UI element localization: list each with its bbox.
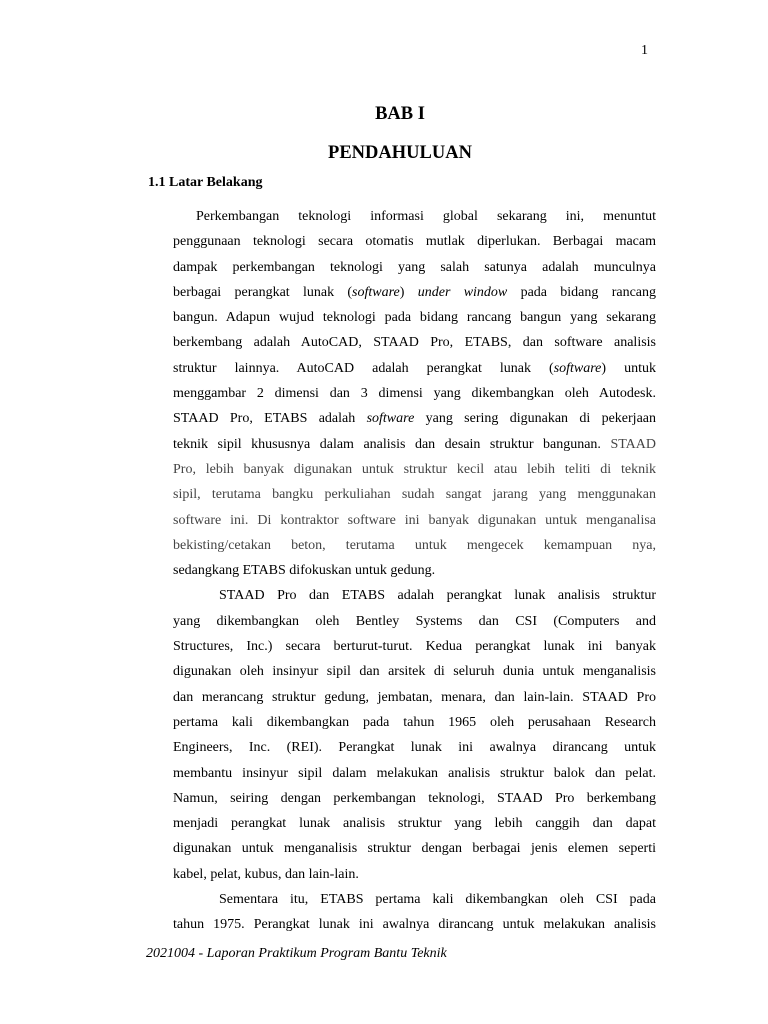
chapter-label: BAB I bbox=[375, 104, 425, 124]
text-line: dan merancang struktur gedung, jembatan, menara, dan lain-lain. STAAD Pro bbox=[173, 689, 656, 705]
text-line: STAAD Pro dan ETABS adalah perangkat lunak analisis struktur bbox=[219, 588, 656, 604]
text-line: Sementara itu, ETABS pertama kali dikembangkan oleh CSI pada bbox=[219, 892, 656, 908]
text-line: Engineers, Inc. (REI). Perangkat lunak ini awalnya dirancang untuk bbox=[173, 740, 656, 756]
text-line: pertama kali dikembangkan pada tahun 1965 oleh perusahaan Research bbox=[173, 714, 656, 730]
text-line: menggambar 2 dimensi dan 3 dimensi yang dikembangkan oleh Autodesk. bbox=[173, 386, 656, 402]
text-line: Structures, Inc.) secara berturut-turut. Kedua perangkat lunak ini banyak bbox=[173, 639, 656, 655]
text-line: struktur lainnya. AutoCAD adalah perangkat lunak (software) untuk bbox=[173, 360, 656, 376]
text-line: yang dikembangkan oleh Bentley Systems dan CSI (Computers and bbox=[173, 613, 656, 629]
text-line: tahun 1975. Perangkat lunak ini awalnya dirancang untuk melakukan analisis bbox=[173, 917, 656, 933]
text-line: sedangkang ETABS difokuskan untuk gedung. bbox=[173, 563, 436, 579]
section-heading: 1.1 Latar Belakang bbox=[148, 175, 263, 190]
text-line: bekisting/cetakan beton, terutama untuk mengecek kemampuan nya, bbox=[173, 537, 656, 553]
page-footer: 2021004 - Laporan Praktikum Program Bantu Teknik bbox=[146, 946, 447, 961]
text-line: digunakan untuk menganalisis struktur dengan berbagai jenis elemen seperti bbox=[173, 841, 656, 857]
text-line: dampak perkembangan teknologi yang salah satunya adalah munculnya bbox=[173, 259, 656, 275]
text-line: teknik sipil khususnya dalam analisis dan desain struktur bangunan. STAAD bbox=[173, 436, 656, 452]
text-line: penggunaan teknologi secara otomatis mutlak diperlukan. Berbagai macam bbox=[173, 234, 656, 250]
paragraph-2 bbox=[173, 583, 656, 887]
text-line: berkembang adalah AutoCAD, STAAD Pro, ETABS, dan software analisis bbox=[173, 335, 656, 351]
text-line: kabel, pelat, kubus, dan lain-lain. bbox=[173, 866, 359, 882]
paragraph-1 bbox=[173, 204, 656, 583]
text-line: sipil, terutama bangku perkuliahan sudah sangat jarang yang menggunakan bbox=[173, 487, 656, 503]
text-line: bangun. Adapun wujud teknologi pada bidang rancang bangun yang sekarang bbox=[173, 310, 656, 326]
body-text bbox=[173, 204, 656, 938]
text-line: software ini. Di kontraktor software ini banyak digunakan untuk menganalisa bbox=[173, 512, 656, 528]
text-line: Perkembangan teknologi informasi global sekarang ini, menuntut bbox=[196, 209, 656, 224]
text-line: Pro, lebih banyak digunakan untuk struktur kecil atau lebih teliti di teknik bbox=[173, 461, 656, 477]
text-line: STAAD Pro, ETABS adalah software yang sering digunakan di pekerjaan bbox=[173, 411, 656, 427]
page-number: 1 bbox=[641, 43, 648, 58]
text-line: menjadi perangkat lunak analisis struktur yang lebih canggih dan dapat bbox=[173, 816, 656, 832]
chapter-title: PENDAHULUAN bbox=[328, 143, 472, 163]
text-line: Namun, seiring dengan perkembangan teknologi, STAAD Pro berkembang bbox=[173, 790, 656, 806]
paragraph-3 bbox=[173, 887, 656, 938]
text-line: membantu insinyur sipil dalam melakukan analisis struktur balok dan pelat. bbox=[173, 765, 656, 781]
text-line: berbagai perangkat lunak (software) under window pada bidang rancang bbox=[173, 284, 656, 300]
text-line: digunakan oleh insinyur sipil dan arsitek di seluruh dunia untuk menganalisis bbox=[173, 664, 656, 680]
